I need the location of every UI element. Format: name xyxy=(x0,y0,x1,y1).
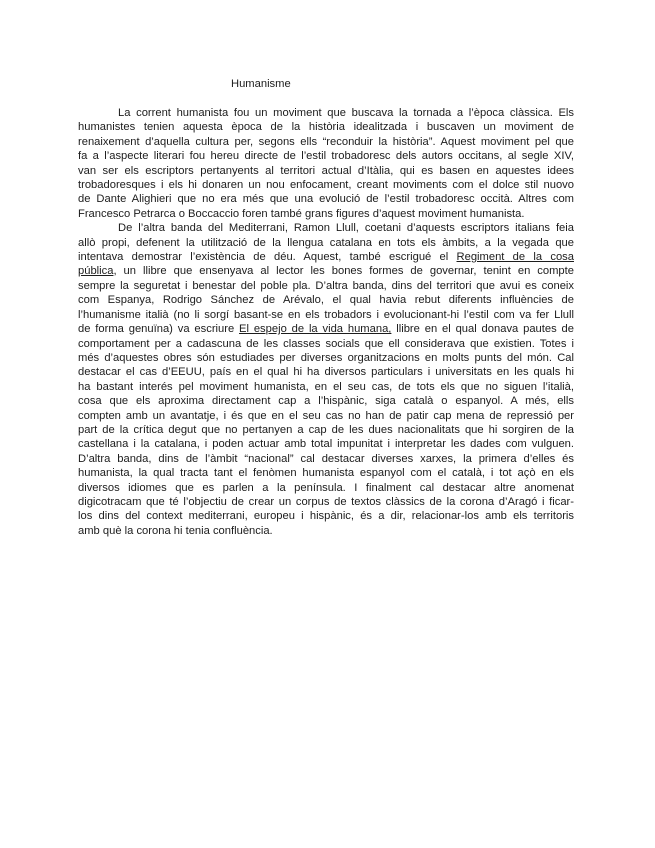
text-line: més d’aquestes obres són estudiades per diverses organitzacions en molts punts del món. Cal xyxy=(78,351,574,364)
text-line: fa a l’aspecte literari fou hereu directe de l’estil trobadoresc dels autors occitans, al segle XIV, xyxy=(78,150,574,163)
text-line: van ser els escriptors pertanyents al territori actual d’Itàlia, qui es basen en aquestes idees xyxy=(78,164,574,177)
text-line: los dins del context mediterrani, europeu i hispànic, és a dir, relacionar-los amb els territoris xyxy=(78,510,574,523)
text-line: humanista, la qual tracta tant el fenòmen humanista espanyol com el català, i tot açò en els xyxy=(78,467,574,480)
book-title-regiment-cont: pública xyxy=(78,265,114,278)
text-line: allò propi, defenent la utilització de la llengua catalana en tots els àmbits, a la vegada que xyxy=(78,236,574,249)
text-line: compten amb un avantatje, i és que en el seu cas no han de patir cap mena de repressió per xyxy=(78,409,574,422)
text-line: cosa que els aproxima directament cap a l’hispànic, siga català o espanyol. A més, ells xyxy=(78,395,574,408)
text-line: castellana i la catalana, i poden actuar amb total impunitat i interpretar les dades com vulguen. xyxy=(78,438,574,451)
text-run: intentava demostrar l’existència de déu. Aquest, també escrigué el xyxy=(78,251,457,264)
text-line: Francesco Petrarca o Boccaccio foren també grans figures d’aquest moviment humanista. xyxy=(78,207,525,220)
document-title: Humanisme xyxy=(231,78,291,90)
text-line: digicotracam que té l’objectiu de crear un corpus de textos clàssics de la corona d’Aragó i ficar- xyxy=(78,495,574,508)
text-line: La corrent humanista fou un moviment que buscava la tornada a l’època clàssica. Els xyxy=(118,107,574,119)
text-line: comportament per a cadascuna de les classes socials que ell considerava que existien. Totes i xyxy=(78,337,574,350)
text-line: part de la crítica degut que no pertanyen a cap de les dues nacionalitats que hi sorgiren de la xyxy=(78,423,574,436)
text-line: humanistes tenien aquesta època de la història idealitzada i buscaven un moviment de xyxy=(78,121,574,134)
text-line: diversos idiomes que es parlen a la península. I finalment cal destacar altre anomenat xyxy=(78,481,574,494)
document-body xyxy=(78,106,574,538)
text-line: l’humanisme italià (no li sorgí basant-se en els trobadors i evolucionant-hi l’estil com va fer Llull xyxy=(78,308,574,321)
text-line: ha bastant interés pel moviment humanista, en el seu cas, de tots els que no siguen l’italià, xyxy=(78,380,574,393)
text-run: llibre en el qual donava pautes de xyxy=(391,323,574,336)
text-line: trobadoresques i els hi donaren un nou enfocament, creant moviments com el dolce stil nuovo xyxy=(78,179,574,192)
text-line: de Dante Alighieri que no era més que una evolució de l’estil trobadoresc occità. Altres com xyxy=(78,193,574,206)
text-line: De l’altra banda del Mediterrani, Ramon Llull, coetani d’aquests escriptors italians feia xyxy=(118,222,574,235)
text-line: amb què la corona hi tenia confluència. xyxy=(78,524,273,537)
text-run: de forma genuïna) va escriure xyxy=(78,323,240,336)
text-line: D’altra banda, dins de l’àmbit “nacional” cal destacar diverses xarxes, la primera d’elles és xyxy=(78,452,574,465)
text-line xyxy=(78,264,574,278)
text-line xyxy=(78,322,574,336)
text-line: sempre la seguretat i benestar del poble pla. D’altra banda, dins del territori que avui es coneix xyxy=(78,279,574,292)
text-line: renaixement d’aquella cultura per, segons ells “reconduir la història”. Aquest moviment pel que xyxy=(78,135,574,148)
text-line xyxy=(78,250,574,264)
text-run: , un llibre que ensenyava al lector les bones formes de governar, tenint en compte xyxy=(113,265,574,278)
text-line: destacar el cas d’EEUU, país en el qual hi ha diversos particulars i universitats en les quals hi xyxy=(78,366,574,379)
book-title-regiment: Regiment de la cosa xyxy=(456,251,574,264)
book-title-espejo: El espejo de la vida humana, xyxy=(239,323,392,336)
text-line: com Espanya, Rodrigo Sánchez de Arévalo, el qual havia rebut diferents influències de xyxy=(78,294,574,307)
